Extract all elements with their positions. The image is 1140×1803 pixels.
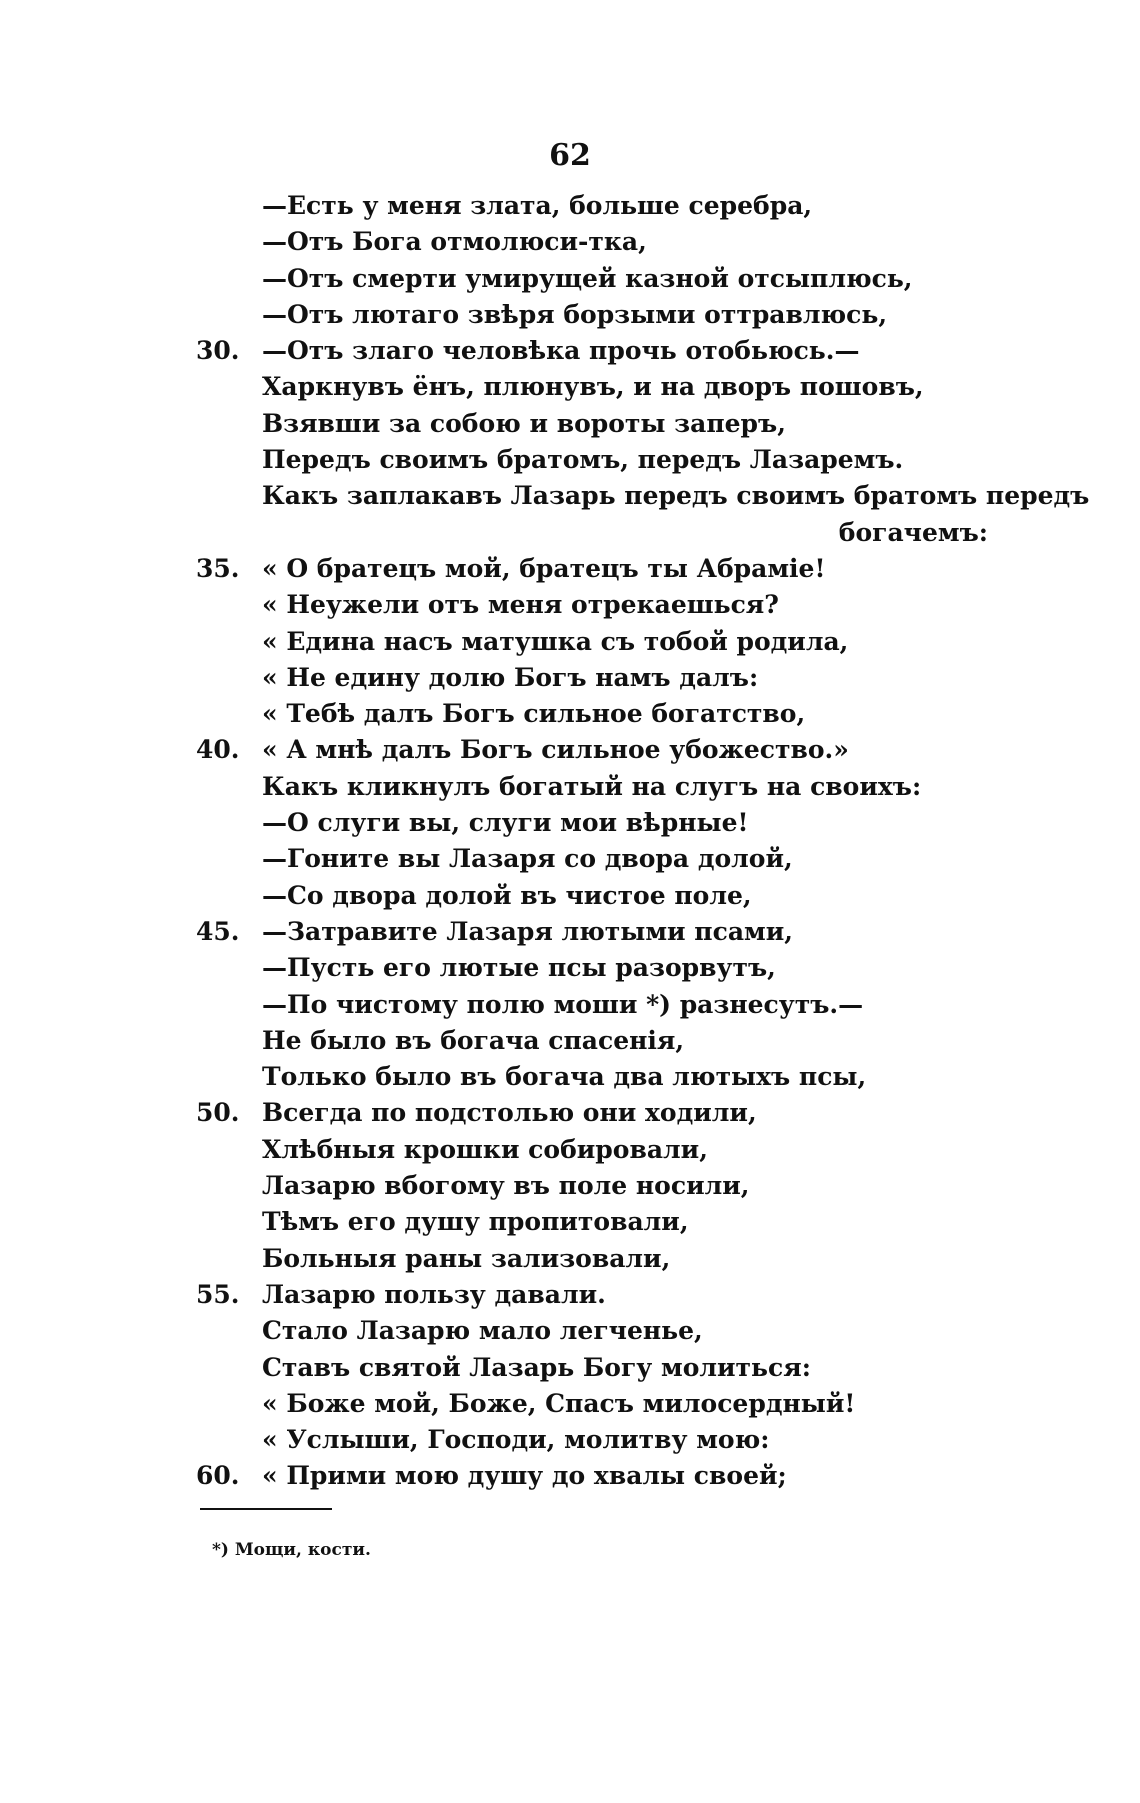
verse-line [0, 624, 1140, 660]
line-number: 30. [196, 336, 240, 366]
verse-line [0, 914, 1140, 950]
verse-line [0, 1350, 1140, 1386]
verse-line [0, 769, 1140, 805]
line-text: —Затравите Лазаря лютыми псами, [262, 916, 793, 946]
verse-line [0, 297, 1140, 333]
verse-line [0, 442, 1140, 478]
verse-line-continuation [0, 515, 1140, 551]
footnote-divider [200, 1508, 332, 1510]
line-text: Тѣмъ его душу пропитовали, [262, 1207, 689, 1237]
line-text: « О братецъ мой, братецъ ты Абраміе! [262, 553, 826, 583]
line-number: 50. [196, 1098, 240, 1128]
line-text: « Едина насъ матушка съ тобой родила, [262, 626, 849, 656]
line-number: 55. [196, 1279, 240, 1309]
line-number: 60. [196, 1461, 240, 1491]
verse-line [0, 1168, 1140, 1204]
footnote: *) Мощи, кости. [212, 1540, 371, 1560]
verse-line [0, 587, 1140, 623]
line-text: Какъ кликнулъ богатый на слугъ на своихъ: [262, 771, 922, 801]
verse-line [0, 406, 1140, 442]
verse-block [0, 188, 1140, 1495]
line-text: Только было въ богача два лютыхъ псы, [262, 1062, 867, 1092]
line-text: Стало Лазарю мало легченье, [262, 1316, 703, 1346]
line-text: Лазарю вбогому въ поле носили, [262, 1171, 750, 1201]
verse-line [0, 1277, 1140, 1313]
verse-line [0, 1241, 1140, 1277]
line-text: —Отъ смерти умирущей казной отсыплюсь, [262, 263, 913, 293]
line-number: 45. [196, 916, 240, 946]
line-text: Не было въ богача спасенія, [262, 1025, 685, 1055]
verse-line [0, 188, 1140, 224]
verse-line [0, 478, 1140, 514]
line-text: « Прими мою душу до хвалы своей; [262, 1461, 787, 1491]
line-text: « Неужели отъ меня отрекаешься? [262, 590, 779, 620]
verse-line [0, 878, 1140, 914]
verse-line [0, 1059, 1140, 1095]
verse-line [0, 841, 1140, 877]
verse-line [0, 333, 1140, 369]
verse-line [0, 1422, 1140, 1458]
line-text: Всегда по подстолью они ходили, [262, 1098, 757, 1128]
line-text: Взявши за собою и вороты заперъ, [262, 408, 786, 438]
line-text: —Со двора долой въ чистое поле, [262, 880, 752, 910]
verse-line [0, 1458, 1140, 1494]
line-number: 40. [196, 735, 240, 765]
verse-line [0, 1386, 1140, 1422]
verse-line [0, 261, 1140, 297]
line-text: « Боже мой, Боже, Спасъ милосердный! [262, 1388, 856, 1418]
verse-line [0, 224, 1140, 260]
verse-line [0, 1095, 1140, 1131]
line-number: 35. [196, 553, 240, 583]
line-text: —Отъ лютаго звѣря борзыми оттравлюсь, [262, 299, 888, 329]
line-text: —Пусть его лютые псы разорвутъ, [262, 953, 776, 983]
line-text: Какъ заплакавъ Лазарь передъ своимъ братомъ передъ [262, 481, 1090, 511]
verse-line [0, 551, 1140, 587]
line-text: « Тебѣ далъ Богъ сильное богатство, [262, 699, 806, 729]
verse-line [0, 987, 1140, 1023]
line-text: —Отъ Бога отмолюси-тка, [262, 227, 647, 257]
verse-line [0, 696, 1140, 732]
verse-line [0, 1204, 1140, 1240]
line-text: Больныя раны зализовали, [262, 1243, 671, 1273]
verse-line [0, 369, 1140, 405]
line-text: Хлѣбныя крошки собировали, [262, 1134, 708, 1164]
page-number: 62 [549, 138, 591, 173]
line-text: Передъ своимъ братомъ, передъ Лазаремъ. [262, 445, 904, 475]
verse-line [0, 950, 1140, 986]
line-text: « А мнѣ далъ Богъ сильное убожество.» [262, 735, 849, 765]
verse-line [0, 805, 1140, 841]
verse-line [0, 732, 1140, 768]
line-text: —Отъ злаго человѣка прочь отобьюсь.— [262, 336, 860, 366]
line-text: Харкнувъ ёнъ, плюнувъ, и на дворъ пошовъ, [262, 372, 924, 402]
line-text: Лазарю пользу давали. [262, 1279, 606, 1309]
line-text: Ставъ святой Лазарь Богу молиться: [262, 1352, 811, 1382]
line-text: —О слуги вы, слуги мои вѣрные! [262, 808, 749, 838]
line-text: —Гоните вы Лазаря со двора долой, [262, 844, 793, 874]
verse-line [0, 1132, 1140, 1168]
line-text: « Не едину долю Богъ намъ далъ: [262, 662, 759, 692]
line-text: « Услыши, Господи, молитву мою: [262, 1425, 770, 1455]
verse-line [0, 1023, 1140, 1059]
line-text: богачемъ: [838, 517, 988, 547]
line-text: —Есть у меня злата, больше серебра, [262, 191, 813, 220]
verse-line [0, 1313, 1140, 1349]
verse-line [0, 660, 1140, 696]
line-text: —По чистому полю моши *) разнесутъ.— [262, 989, 864, 1019]
